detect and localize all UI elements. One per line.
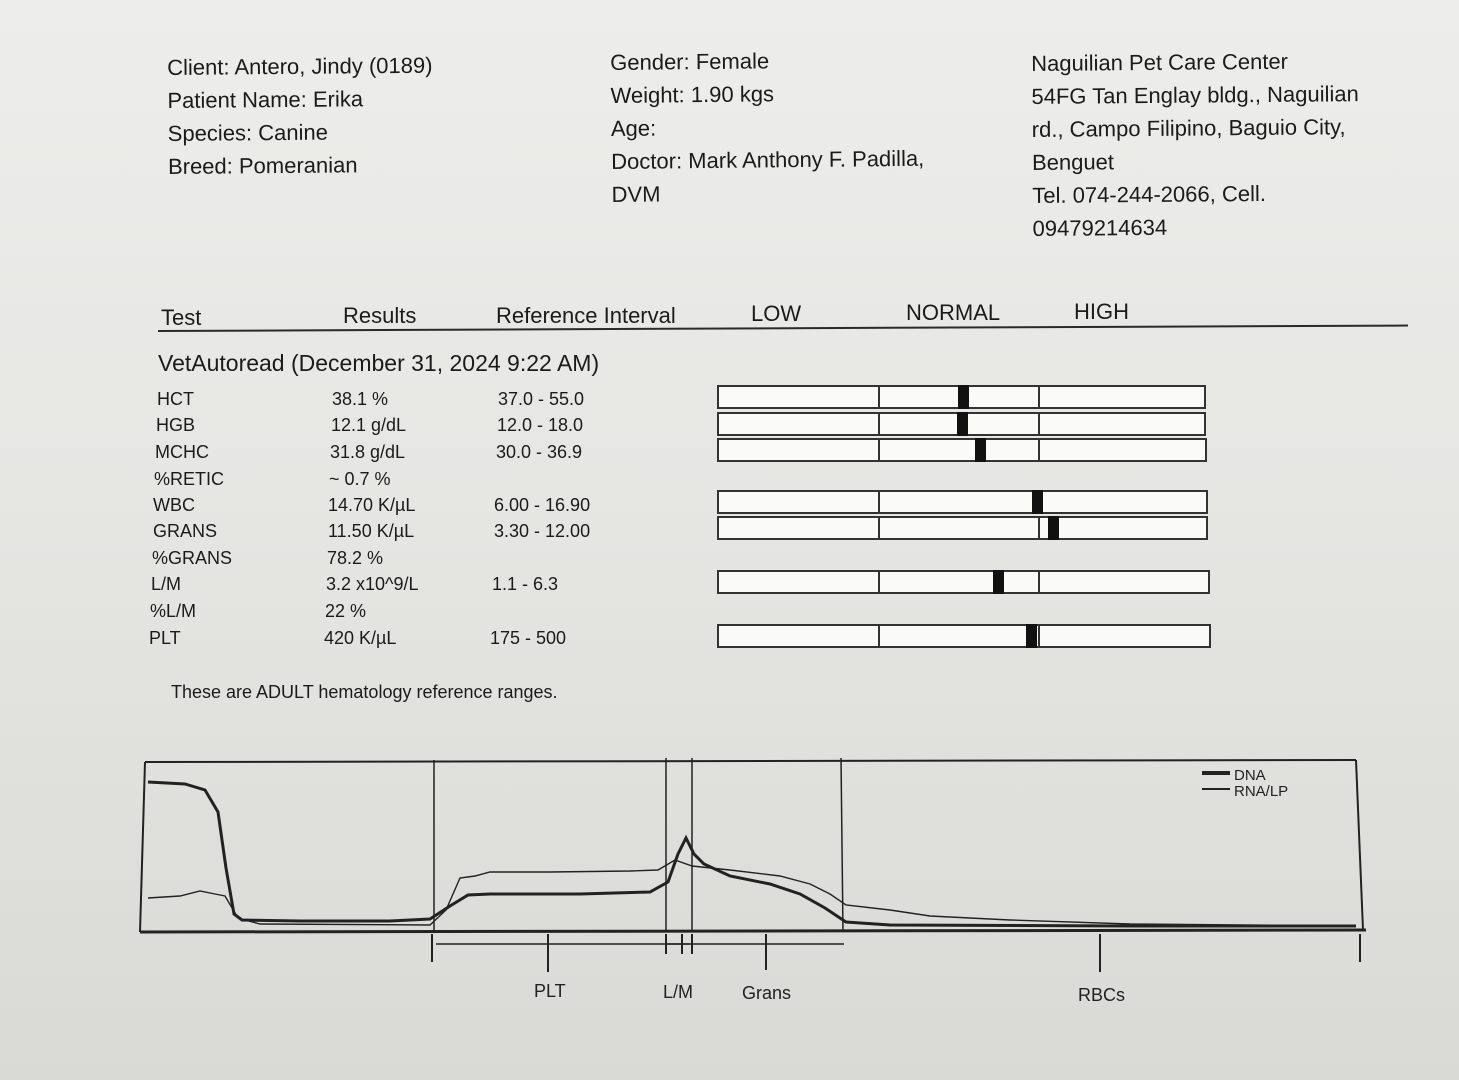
test-name: L/M <box>151 574 182 594</box>
age: Age: <box>610 115 657 141</box>
test-result: 38.1 % <box>332 389 389 409</box>
region-label-lm: L/M <box>663 982 694 1002</box>
test-result: 3.2 x10^9/L <box>326 574 419 594</box>
test-name: %L/M <box>150 601 197 621</box>
range-bar <box>717 385 1206 409</box>
range-bar <box>717 438 1207 462</box>
test-result: 14.70 K/µL <box>328 495 416 515</box>
test-reference: 3.30 - 12.00 <box>494 521 591 541</box>
client-name: Client: Antero, Jindy (0189) <box>167 52 433 80</box>
clinic-name: Naguilian Pet Care Center <box>1031 48 1289 76</box>
region-label-rbcs: RBCs <box>1078 985 1126 1005</box>
column-header-reference: Reference Interval <box>496 303 676 328</box>
range-bar <box>717 490 1208 514</box>
range-bar <box>717 570 1210 594</box>
weight: Weight: 1.90 kgs <box>610 81 775 108</box>
range-marker <box>1032 490 1043 514</box>
cell-histogram <box>130 748 1370 1010</box>
rna-lp-curve <box>148 860 1356 926</box>
test-name: MCHC <box>155 442 209 462</box>
region-label-grans: Grans <box>742 983 792 1003</box>
clinic-cell-label: Cell. <box>1221 180 1267 207</box>
patient-name: Patient Name: Erika <box>167 86 364 113</box>
test-reference: 175 - 500 <box>490 628 567 648</box>
range-bar <box>717 624 1211 648</box>
test-result: ~ 0.7 % <box>329 469 391 489</box>
column-header-results: Results <box>343 303 417 328</box>
test-result: 12.1 g/dL <box>331 415 407 435</box>
gender: Gender: Female <box>610 48 770 75</box>
test-result: 420 K/µL <box>324 628 397 648</box>
test-name: PLT <box>149 628 181 648</box>
reference-note: These are ADULT hematology reference ranges. <box>171 682 558 702</box>
region-label-plt: PLT <box>534 981 566 1001</box>
section-title: VetAutoread (December 31, 2024 9:22 AM) <box>158 350 600 376</box>
clinic-phone-line <box>1032 176 1332 212</box>
column-header-low: LOW <box>751 301 802 326</box>
client-info <box>167 49 434 183</box>
test-name: HGB <box>156 415 196 435</box>
clinic-tel: Tel. 074-244-2066, <box>1032 181 1216 208</box>
test-name: GRANS <box>153 521 218 541</box>
test-name: HCT <box>157 389 194 409</box>
column-header-test: Test <box>161 305 202 330</box>
range-marker <box>957 412 968 436</box>
range-marker <box>958 385 969 409</box>
test-reference: 12.0 - 18.0 <box>497 415 584 435</box>
test-result: 31.8 g/dL <box>330 442 406 462</box>
clinic-address-2: rd., Campo Filipino, Baguio City, <box>1031 114 1346 142</box>
range-marker <box>1026 624 1037 648</box>
range-marker <box>993 570 1004 594</box>
clinic-info <box>1031 44 1360 245</box>
test-name: %RETIC <box>154 469 225 489</box>
test-reference: 37.0 - 55.0 <box>498 389 585 409</box>
column-header-normal: NORMAL <box>906 300 1001 325</box>
test-result: 78.2 % <box>327 548 384 568</box>
test-reference: 6.00 - 16.90 <box>494 495 591 515</box>
range-marker <box>1048 516 1059 540</box>
patient-info <box>610 43 925 211</box>
test-name: WBC <box>153 495 195 515</box>
dna-curve <box>148 782 1356 926</box>
test-reference: 1.1 - 6.3 <box>492 574 559 594</box>
test-result: 22 % <box>325 601 367 621</box>
legend-dna: DNA <box>1234 767 1266 784</box>
doctor-title: DVM <box>611 181 661 207</box>
test-name: %GRANS <box>152 548 233 568</box>
clinic-cell: 09479214634 <box>1032 214 1168 241</box>
species: Species: Canine <box>167 119 329 146</box>
clinic-address-3: Benguet <box>1031 149 1115 175</box>
test-result: 11.50 K/µL <box>328 521 415 541</box>
test-reference: 30.0 - 36.9 <box>496 442 583 462</box>
doctor-name: Doctor: Mark Anthony F. Padilla, <box>611 145 925 174</box>
legend-rna-lp: RNA/LP <box>1234 783 1289 800</box>
clinic-address-1: 54FG Tan Englay bldg., Naguilian <box>1031 81 1359 109</box>
column-header-high: HIGH <box>1074 299 1129 324</box>
breed: Breed: Pomeranian <box>167 152 358 179</box>
range-marker <box>975 438 986 462</box>
range-bar <box>717 412 1206 436</box>
range-bar <box>717 516 1208 540</box>
